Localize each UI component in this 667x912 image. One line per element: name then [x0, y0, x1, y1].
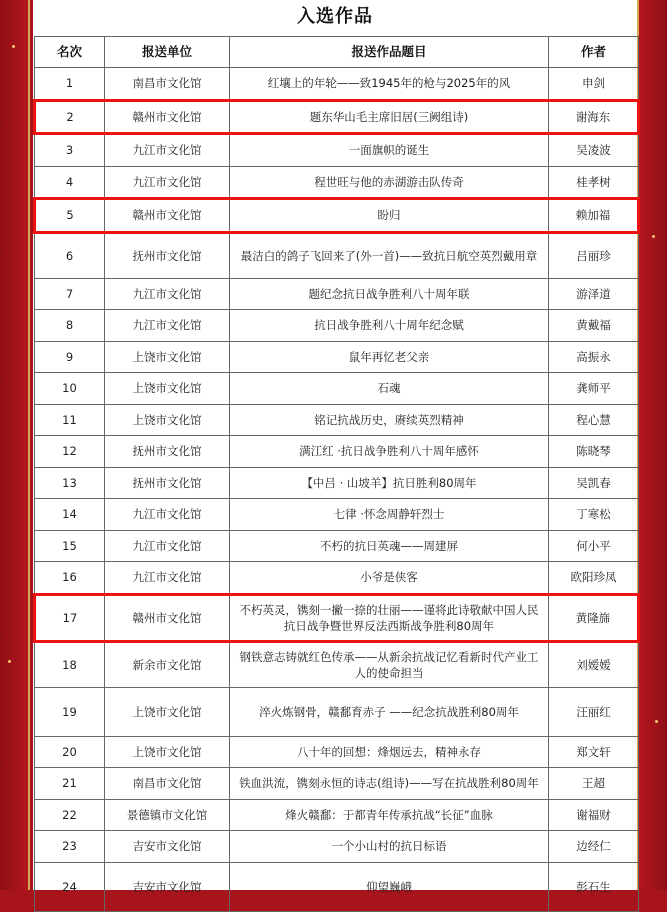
header-author: 作者: [549, 37, 639, 68]
cell-author: 高振永: [549, 341, 639, 373]
table-row: [35, 100, 639, 134]
cell-rank: 13: [35, 467, 105, 499]
cell-rank: 19: [35, 687, 105, 736]
cell-rank: 16: [35, 562, 105, 595]
cell-unit: 南昌市文化馆: [105, 768, 230, 800]
table-row: [35, 341, 639, 373]
table-header-row: [35, 37, 639, 68]
cell-rank: 14: [35, 499, 105, 531]
cell-work: 程世旺与他的赤湖游击队传奇: [230, 166, 549, 199]
cell-unit: 上饶市文化馆: [105, 736, 230, 768]
cell-author: 欧阳珍凤: [549, 562, 639, 595]
cell-rank: 9: [35, 341, 105, 373]
cell-work: 不朽的抗日英魂——周建屏: [230, 530, 549, 562]
cell-author: 程心慧: [549, 404, 639, 436]
content-panel: [33, 0, 637, 894]
cell-unit: 新余市文化馆: [105, 641, 230, 687]
sparkle-decoration: [655, 720, 658, 723]
cell-rank: 11: [35, 404, 105, 436]
cell-unit: 抚州市文化馆: [105, 436, 230, 468]
cell-author: 丁寒松: [549, 499, 639, 531]
cell-unit: 上饶市文化馆: [105, 341, 230, 373]
sparkle-decoration: [12, 45, 15, 48]
table-row: [35, 799, 639, 831]
table-row: [35, 436, 639, 468]
cell-work: 满江红 ·抗日战争胜利八十周年感怀: [230, 436, 549, 468]
table-row: [35, 232, 639, 278]
cell-author: 汪丽红: [549, 687, 639, 736]
cell-author: 吕丽珍: [549, 232, 639, 278]
cell-unit: 吉安市文化馆: [105, 831, 230, 863]
table-row: [35, 594, 639, 641]
cell-rank: 7: [35, 278, 105, 310]
cell-rank: 20: [35, 736, 105, 768]
cell-rank: 8: [35, 310, 105, 342]
cell-author: 边经仁: [549, 831, 639, 863]
cell-author: 吴凯春: [549, 467, 639, 499]
table-row: [35, 768, 639, 800]
cell-author: 谢福财: [549, 799, 639, 831]
cell-author: 彭石生: [549, 862, 639, 911]
table-row: [35, 831, 639, 863]
sparkle-decoration: [652, 235, 655, 238]
cell-work: 一面旗帜的诞生: [230, 134, 549, 167]
cell-unit: 九江市文化馆: [105, 310, 230, 342]
table-row: [35, 562, 639, 595]
table-row: [35, 404, 639, 436]
cell-unit: 九江市文化馆: [105, 278, 230, 310]
sparkle-decoration: [8, 660, 11, 663]
cell-work: 铁血洪流，镌刻永恒的诗志(组诗)——写在抗战胜利80周年: [230, 768, 549, 800]
cell-unit: 九江市文化馆: [105, 166, 230, 199]
cell-author: 郑文轩: [549, 736, 639, 768]
cell-unit: 上饶市文化馆: [105, 687, 230, 736]
cell-unit: 上饶市文化馆: [105, 404, 230, 436]
table-row: [35, 499, 639, 531]
cell-rank: 2: [35, 100, 105, 134]
cell-author: 黄戴福: [549, 310, 639, 342]
table-row: [35, 134, 639, 167]
table-row: [35, 278, 639, 310]
cell-unit: 九江市文化馆: [105, 134, 230, 167]
cell-rank: 24: [35, 862, 105, 911]
cell-rank: 12: [35, 436, 105, 468]
table-row: [35, 641, 639, 687]
cell-unit: 南昌市文化馆: [105, 68, 230, 101]
cell-unit: 赣州市文化馆: [105, 199, 230, 233]
header-unit: 报送单位: [105, 37, 230, 68]
table-row: [35, 687, 639, 736]
cell-unit: 景德镇市文化馆: [105, 799, 230, 831]
cell-author: 游泽道: [549, 278, 639, 310]
cell-author: 桂孝树: [549, 166, 639, 199]
left-frame: [0, 0, 30, 890]
cell-work: 七律 ·怀念周静轩烈士: [230, 499, 549, 531]
table-row: [35, 199, 639, 233]
table-row: [35, 310, 639, 342]
cell-work: 铭记抗战历史，赓续英烈精神: [230, 404, 549, 436]
cell-unit: 九江市文化馆: [105, 562, 230, 595]
cell-work: 钢铁意志铸就红色传承——从新余抗战记忆看新时代产业工人的使命担当: [230, 641, 549, 687]
cell-work: 淬火炼钢骨，赣鄱育赤子 ——纪念抗战胜利80周年: [230, 687, 549, 736]
cell-unit: 抚州市文化馆: [105, 232, 230, 278]
cell-work: 抗日战争胜利八十周年纪念赋: [230, 310, 549, 342]
cell-author: 王超: [549, 768, 639, 800]
cell-work: 小爷是侠客: [230, 562, 549, 595]
cell-author: 黄隆旆: [549, 594, 639, 641]
cell-work: 不朽英灵，镌刻一撇一捺的壮丽——谨将此诗敬献中国人民抗日战争暨世界反法西斯战争胜利80周年: [230, 594, 549, 641]
cell-unit: 吉安市文化馆: [105, 862, 230, 911]
cell-unit: 上饶市文化馆: [105, 373, 230, 405]
cell-author: 何小平: [549, 530, 639, 562]
table-row: [35, 467, 639, 499]
right-frame: [637, 0, 667, 890]
cell-work: 题纪念抗日战争胜利八十周年联: [230, 278, 549, 310]
cell-author: 吴凌波: [549, 134, 639, 167]
cell-work: 鼠年再忆老父亲: [230, 341, 549, 373]
table-row: [35, 736, 639, 768]
header-rank: 名次: [35, 37, 105, 68]
cell-rank: 4: [35, 166, 105, 199]
cell-work: 【中吕 · 山坡羊】抗日胜利80周年: [230, 467, 549, 499]
table-row: [35, 530, 639, 562]
cell-rank: 22: [35, 799, 105, 831]
cell-work: 盼归: [230, 199, 549, 233]
cell-rank: 1: [35, 68, 105, 101]
table-row: [35, 373, 639, 405]
cell-unit: 赣州市文化馆: [105, 594, 230, 641]
cell-author: 申剑: [549, 68, 639, 101]
cell-rank: 23: [35, 831, 105, 863]
cell-author: 刘嫒嫒: [549, 641, 639, 687]
cell-rank: 21: [35, 768, 105, 800]
cell-author: 龚师平: [549, 373, 639, 405]
table-row: [35, 68, 639, 101]
cell-work: 最洁白的鸽子飞回来了(外一首)——致抗日航空英烈戴用章: [230, 232, 549, 278]
page-title: 入选作品: [297, 6, 373, 27]
cell-rank: 6: [35, 232, 105, 278]
cell-work: 题东华山毛主席旧居(三阙组诗): [230, 100, 549, 134]
cell-unit: 赣州市文化馆: [105, 100, 230, 134]
cell-work: 石魂: [230, 373, 549, 405]
cell-unit: 九江市文化馆: [105, 530, 230, 562]
cell-work: 仰望巍峨: [230, 862, 549, 911]
cell-work: 一个小山村的抗日标语: [230, 831, 549, 863]
cell-author: 谢海东: [549, 100, 639, 134]
cell-rank: 18: [35, 641, 105, 687]
cell-work: 八十年的回想：烽烟远去，精神永存: [230, 736, 549, 768]
table-row: [35, 166, 639, 199]
cell-unit: 抚州市文化馆: [105, 467, 230, 499]
cell-work: 红壤上的年轮——致1945年的枪与2025年的风: [230, 68, 549, 101]
table-row: [35, 862, 639, 911]
cell-unit: 九江市文化馆: [105, 499, 230, 531]
cell-rank: 10: [35, 373, 105, 405]
cell-rank: 5: [35, 199, 105, 233]
cell-work: 烽火赣鄱：于都青年传承抗战“长征”血脉: [230, 799, 549, 831]
cell-author: 陈晓琴: [549, 436, 639, 468]
cell-rank: 15: [35, 530, 105, 562]
cell-rank: 3: [35, 134, 105, 167]
cell-rank: 17: [35, 594, 105, 641]
cell-author: 赖加福: [549, 199, 639, 233]
results-table: [33, 36, 640, 912]
left-gold-border: [28, 0, 30, 890]
header-work: 报送作品题目: [230, 37, 549, 68]
